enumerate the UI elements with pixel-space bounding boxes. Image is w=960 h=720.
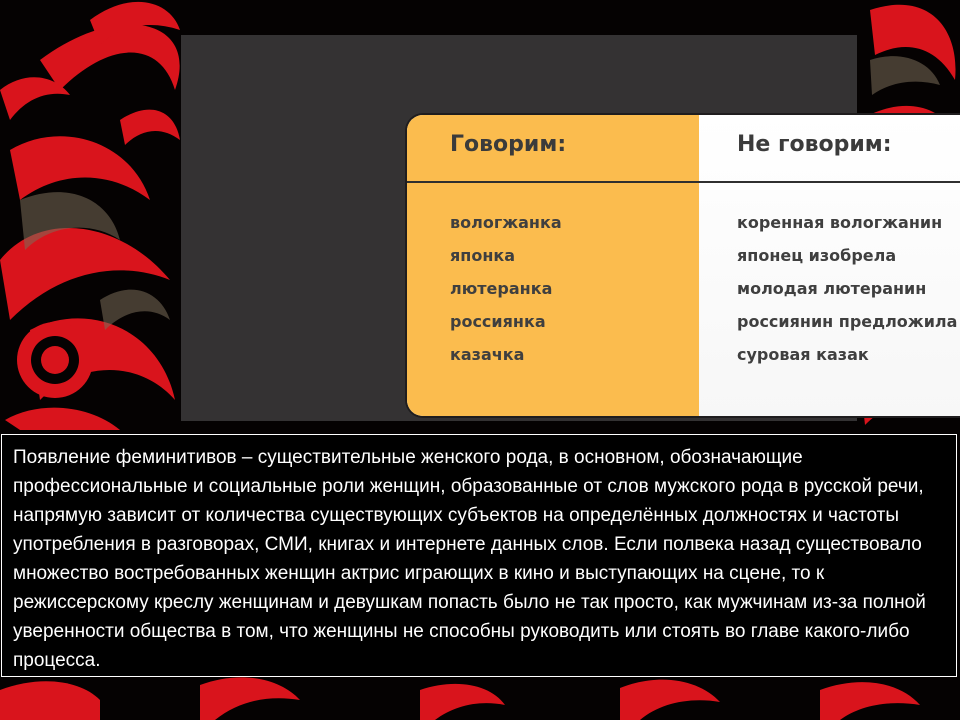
left-column-header: Говорим: [450,132,567,157]
right-item: молодая лютеранин [737,279,927,298]
description-paragraph: Появление феминитивов – существительные женского рода, в основном, обозначающие профессиональные и социальные роли женщин, образованные от слов мужского рода в русской речи, напрямую зависит от количества существующих субъектов на определённых должностях и частоты употребления в разговорах, СМИ, книгах и интернете данных слов. Если полвека назад существовало множество востребованных женщин актрис играющих в кино и выступающих на сцене, то к режиссерскому креслу женщинам и девушкам попасть было не так просто, как мужчинам из-за полной уверенности общества в том, что женщины не способны руководить или стоять во главе какого-либо процесса. [13,447,926,671]
left-item: россиянка [450,312,546,331]
table-slide-card [181,35,958,421]
right-column-list [737,213,957,378]
right-column-header: Не говорим: [737,132,892,157]
right-item: японец изобрела [737,246,897,265]
left-item: японка [450,246,516,265]
description-text-box [1,434,957,677]
right-column [699,115,960,416]
left-item: лютеранка [450,279,553,298]
comparison-table [407,115,960,416]
left-item: вологжанка [450,213,562,232]
left-item: казачка [450,345,525,364]
right-item: коренная вологжанин [737,213,943,232]
left-column [407,115,699,416]
right-item: россиянин предложила [737,312,958,331]
left-column-list [450,213,562,378]
right-item: суровая казак [737,345,869,364]
header-divider [407,181,960,183]
